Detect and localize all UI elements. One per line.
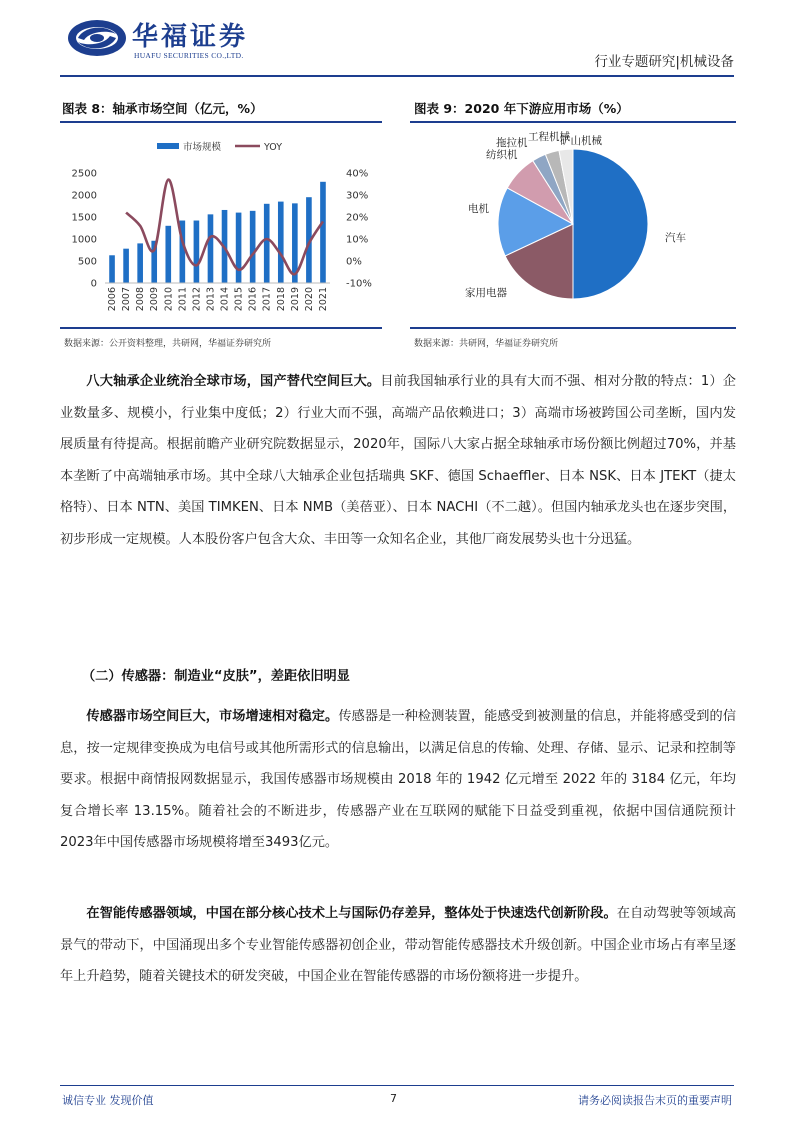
figure9-title: 图表 9：2020 年下游应用市场（%） (414, 101, 629, 116)
bar-market-size (320, 182, 326, 283)
x-tick-label: 2017 (261, 287, 273, 312)
bar-market-size (165, 226, 171, 283)
x-tick-label: 2018 (275, 287, 287, 312)
logo-wordmark: 华福证券 (132, 22, 249, 52)
footer-disclaimer: 请务必阅读报告末页的重要声明 (578, 1094, 732, 1107)
paragraph-sensor-text: 传感器是一种检测装置，能感受到被测量的信息，并能将感受到的信息，按一定规律变换成为电信号或其他所需形式的信息输出，以满足信息的传输、处理、存储、显示、记录和控制等要求。根据中商情报网数据显示，我国传感器市场规模由 2018 年的 1942 亿元增至 2022 年的 3184 亿元，年均复合增长率 13.15%。随着社会的不断进步，传感器产业在互联网的赋能下日益受到重视，依据中国信通院预计2023年中国传感器市场规模将增至3493亿元。 (60, 709, 737, 851)
page-number: 7 (390, 1092, 397, 1105)
x-tick-label: 2007 (121, 287, 133, 312)
bar-market-size (109, 255, 115, 283)
report-category: 行业专题研究|机械设备 (594, 54, 734, 70)
pie-label: 拖拉机 (496, 137, 528, 149)
x-tick-label: 2008 (135, 287, 147, 312)
bearing-market-chart (60, 128, 382, 323)
paragraph-sensor-lead: 传感器市场空间巨大，市场增速相对稳定。 (86, 709, 339, 724)
y-left-tick-label: 1000 (71, 234, 97, 246)
y-left-tick-label: 500 (77, 256, 97, 268)
figure9-source: 数据来源：共研网，华福证券研究所 (414, 339, 559, 349)
footer-divider (60, 1085, 734, 1086)
downstream-market-pie (410, 124, 736, 324)
paragraph-smart-sensor (60, 898, 736, 993)
pie-label: 汽车 (665, 232, 686, 244)
y-left-tick-label: 1500 (71, 212, 97, 224)
y-right-tick-label: 20% (346, 212, 369, 224)
x-tick-label: 2014 (219, 287, 231, 312)
pie-label: 工程机械 (528, 131, 570, 143)
y-left-tick-label: 0 (90, 278, 97, 290)
y-left-tick-label: 2500 (71, 168, 97, 180)
y-right-tick-label: 30% (346, 190, 369, 202)
huafu-logo-icon (66, 18, 128, 58)
x-tick-label: 2016 (247, 287, 259, 312)
x-tick-label: 2015 (233, 287, 245, 312)
bar-market-size (236, 213, 242, 283)
figure8-top-rule (60, 121, 382, 123)
x-tick-label: 2011 (177, 287, 189, 312)
y-left-tick-label: 2000 (71, 190, 97, 202)
x-tick-label: 2006 (107, 287, 119, 312)
pie-label: 电机 (468, 203, 489, 215)
x-tick-label: 2013 (205, 287, 217, 312)
bar-market-size (278, 202, 284, 283)
section-heading-sensor: （二）传感器：制造业“皮肤”，差距依旧明显 (82, 669, 350, 684)
bar-market-size (137, 243, 143, 283)
pie-slice (573, 149, 648, 299)
legend-label-yoy: YOY (264, 142, 283, 153)
figure8-title: 图表 8：轴承市场空间（亿元，%） (62, 101, 263, 116)
paragraph-smart-sensor-lead: 在智能传感器领域，中国在部分核心技术上与国际仍存差异，整体处于快速迭代创新阶段。 (86, 906, 617, 921)
y-right-tick-label: 0% (346, 256, 362, 268)
pie-label: 纺织机 (486, 149, 518, 161)
paragraph-smart-sensor-text: 在自动驾驶等领域高景气的带动下，中国涌现出多个专业智能传感器初创企业，带动智能传感器技术升级创新。中国企业市场占有率呈逐年上升趋势，随着关键技术的研发突破，中国企业在智能传感器的市场份额将进一步提升。 (60, 906, 737, 985)
header-divider (60, 75, 734, 77)
bar-market-size (194, 221, 200, 283)
figure8-source: 数据来源：公开资料整理，共研网，华福证券研究所 (64, 339, 272, 349)
footer-slogan: 诚信专业 发现价值 (62, 1094, 154, 1107)
x-tick-label: 2019 (289, 287, 301, 312)
x-tick-label: 2012 (191, 287, 203, 312)
bar-market-size (208, 214, 214, 283)
x-tick-label: 2020 (303, 287, 315, 312)
y-right-tick-label: 10% (346, 234, 369, 246)
x-tick-label: 2010 (163, 287, 175, 312)
paragraph-bearing-lead: 八大轴承企业统治全球市场，国产替代空间巨大。 (86, 374, 381, 389)
y-right-tick-label: 40% (346, 168, 369, 180)
legend-swatch-market-size (157, 143, 179, 149)
paragraph-sensor-market (60, 701, 736, 859)
pie-label: 矿山机械 (560, 135, 602, 147)
bar-market-size (123, 249, 129, 283)
figure9-top-rule (410, 121, 736, 123)
figure8-bottom-rule (60, 327, 382, 329)
bar-market-size (264, 204, 270, 283)
logo-english-name: HUAFU SECURITIES CO.,LTD. (134, 51, 244, 60)
paragraph-bearing-text: 目前我国轴承行业的具有大而不强、相对分散的特点：1）企业数量多、规模小，行业集中度低；2）行业大而不强，高端产品依赖进口；3）高端市场被跨国公司垄断，国内发展质量有待提高。根据前瞻产业研究院数据显示，2020年，国际八大家占据全球轴承市场份额比例超过70%，并基本垄断了中高端轴承市场。其中全球八大轴承企业包括瑞典 SKF、德国 Schaeffler、日本 NSK、日本 JTEKT（捷太格特）、日本 NTN、美国 TIMKEN、日本 NMB（美蓓亚）、日本 NACHI（不二越）。但国内轴承龙头也在逐步突围，初步形成一定规模。人本股份客户包含大众、丰田等一众知名企业，其他厂商发展势头也十分迅猛。 (60, 374, 737, 547)
paragraph-bearing (60, 366, 736, 556)
bar-market-size (250, 211, 256, 283)
legend-label-market-size: 市场规模 (183, 142, 222, 153)
y-right-tick-label: -10% (346, 278, 372, 290)
pie-label: 家用电器 (465, 287, 507, 299)
figure9-bottom-rule (410, 327, 736, 329)
x-tick-label: 2009 (149, 287, 161, 312)
x-tick-label: 2021 (317, 287, 329, 312)
